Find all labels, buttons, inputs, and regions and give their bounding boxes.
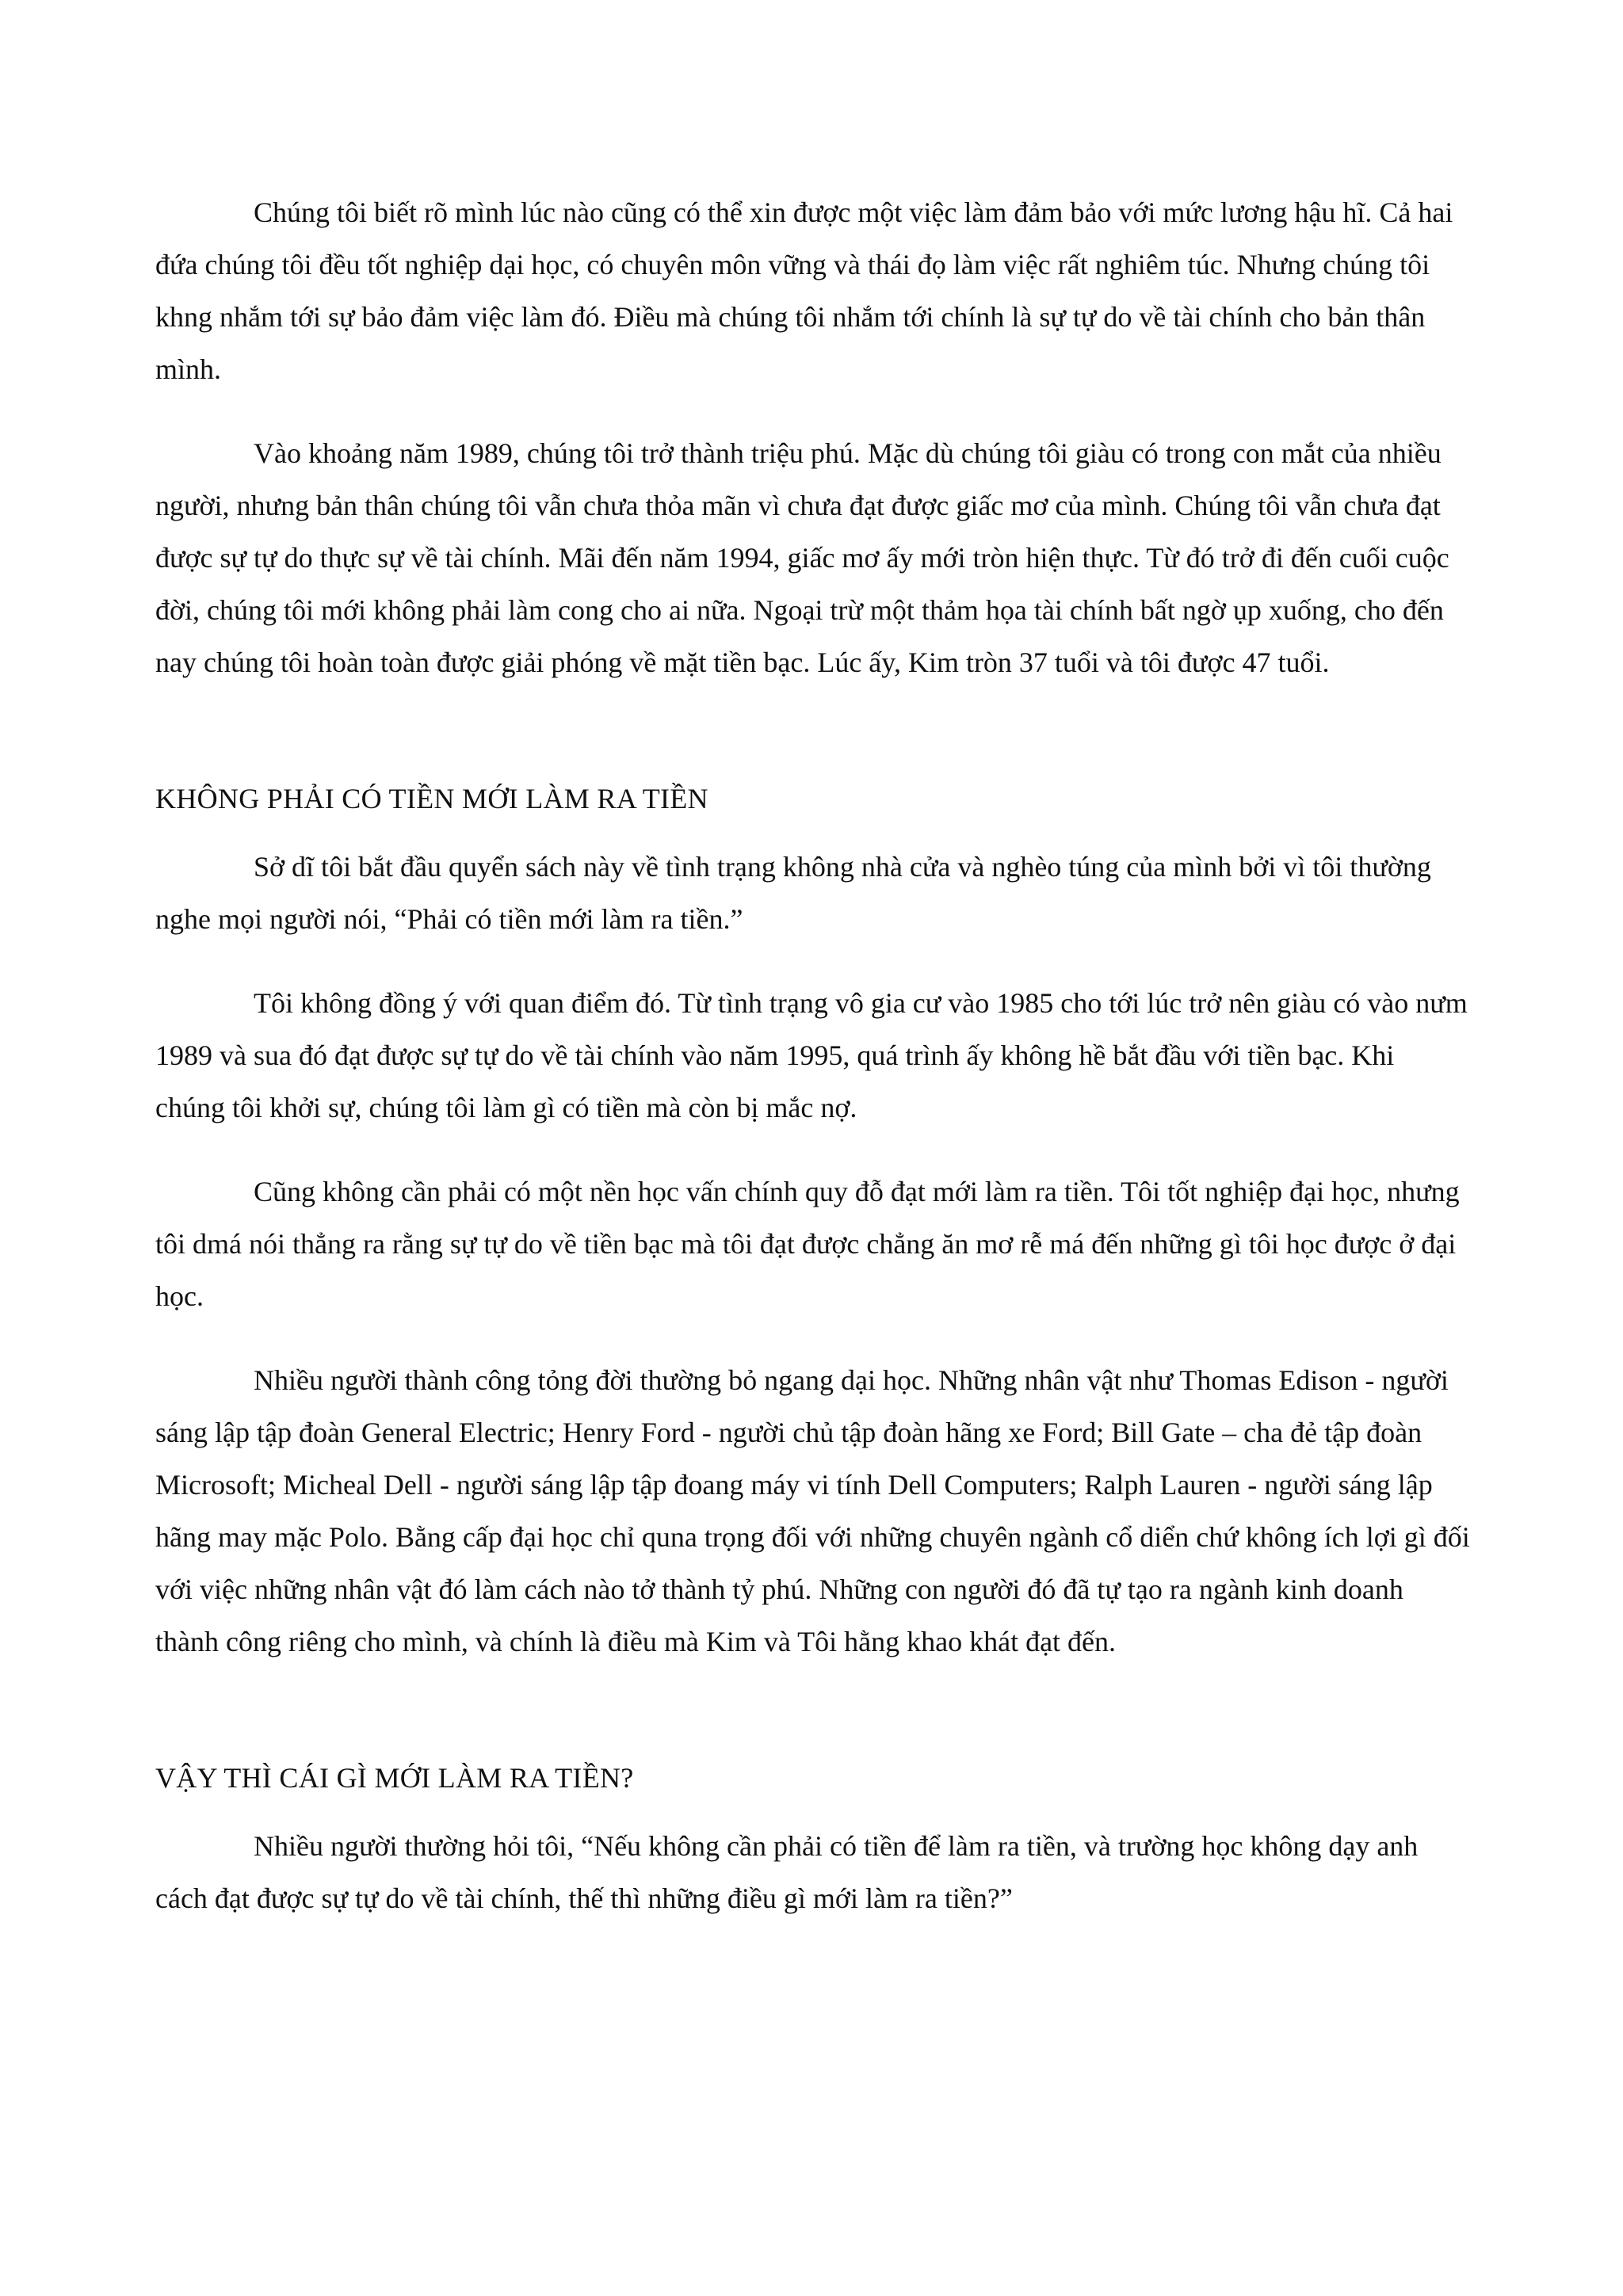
paragraph-section1-4: Nhiều người thành công tỏng đời thường bỏ ngang dại học. Những nhân vật như Thomas Edison - người sáng lập tập đoàn General Electric; Henry Ford - người chủ tập đoàn hãng xe Ford; Bill Gate – cha đẻ tập đoàn Microsoft; Micheal Dell - người sáng lập tập đoang máy vi tính Dell Computers; Ralph Lauren - người sáng lập hãng may mặc Polo. Bằng cấp đại học chỉ quna trọng đối với những chuyên ngành cổ diển chứ không ích lợi gì đối với việc những nhân vật đó làm cách nào tở thành tỷ phú. Những con người đó đã tự tạo ra ngành kinh doanh thành công riêng cho mình, và chính là điều mà Kim và Tôi hằng khao khát đạt đến.	[155, 1364, 1470, 1657]
section-heading-2: VẬY THÌ CÁI GÌ MỚI LÀM RA TIỀN?	[155, 1762, 634, 1794]
page-content	[155, 186, 1471, 1956]
section-heading-1: KHÔNG PHẢI CÓ TIỀN MỚI LÀM RA TIỀN	[155, 783, 708, 814]
paragraph-section2-1: Nhiều người thường hỏi tôi, “Nếu không cần phải có tiền để làm ra tiền, và trường học không dạy anh cách đạt được sự tự do về tài chính, thế thì những điều gì mới làm ra tiền?”	[155, 1830, 1419, 1914]
paragraph-intro-1: Chúng tôi biết rõ mình lúc nào cũng có thể xin được một việc làm đảm bảo với mức lương hậu hĩ. Cả hai đứa chúng tôi đều tốt nghiệp dại học, có chuyên môn vững và thái đọ làm việc rất nghiêm túc. Nhưng chúng tôi khng nhắm tới sự bảo đảm việc làm đó. Điều mà chúng tôi nhắm tới chính là sự tự do về tài chính cho bản thân mình.	[155, 196, 1453, 385]
paragraph-section1-1: Sở dĩ tôi bắt đầu quyển sách này về tình trạng không nhà cửa và nghèo túng của mình bởi vì tôi thường nghe mọi người nói, “Phải có tiền mới làm ra tiền.”	[155, 851, 1431, 935]
paragraph-intro-2: Vào khoảng năm 1989, chúng tôi trở thành triệu phú. Mặc dù chúng tôi giàu có trong con mắt của nhiều người, nhưng bản thân chúng tôi vẫn chưa thỏa mãn vì chưa đạt được giấc mơ của mình. Chúng tôi vẫn chưa đạt được sự tự do thực sự về tài chính. Mãi đến năm 1994, giấc mơ ấy mới tròn hiện thực. Từ đó trở đi đến cuối cuộc đời, chúng tôi mới không phải làm cong cho ai nữa. Ngoại trừ một thảm họa tài chính bất ngờ ụp xuống, cho đến nay chúng tôi hoàn toàn được giải phóng về mặt tiền bạc. Lúc ấy, Kim tròn 37 tuổi và tôi được 47 tuổi.	[155, 437, 1449, 678]
paragraph-section1-2: Tôi không đồng ý với quan điểm đó. Từ tình trạng vô gia cư vào 1985 cho tới lúc trở nên giàu có vào nưm 1989 và sua đó đạt được sự tự do về tài chính vào năm 1995, quá trình ấy không hề bắt đầu với tiền bạc. Khi chúng tôi khởi sự, chúng tôi làm gì có tiền mà còn bị mắc nợ.	[155, 987, 1468, 1123]
paragraph-section1-3: Cũng không cần phải có một nền học vấn chính quy đỗ đạt mới làm ra tiền. Tôi tốt nghiệp đại học, nhưng tôi dmá nói thẳng ra rằng sự tự do về tiền bạc mà tôi đạt được chẳng ăn mơ rễ má đến những gì tôi học được ở đại học.	[155, 1176, 1460, 1312]
